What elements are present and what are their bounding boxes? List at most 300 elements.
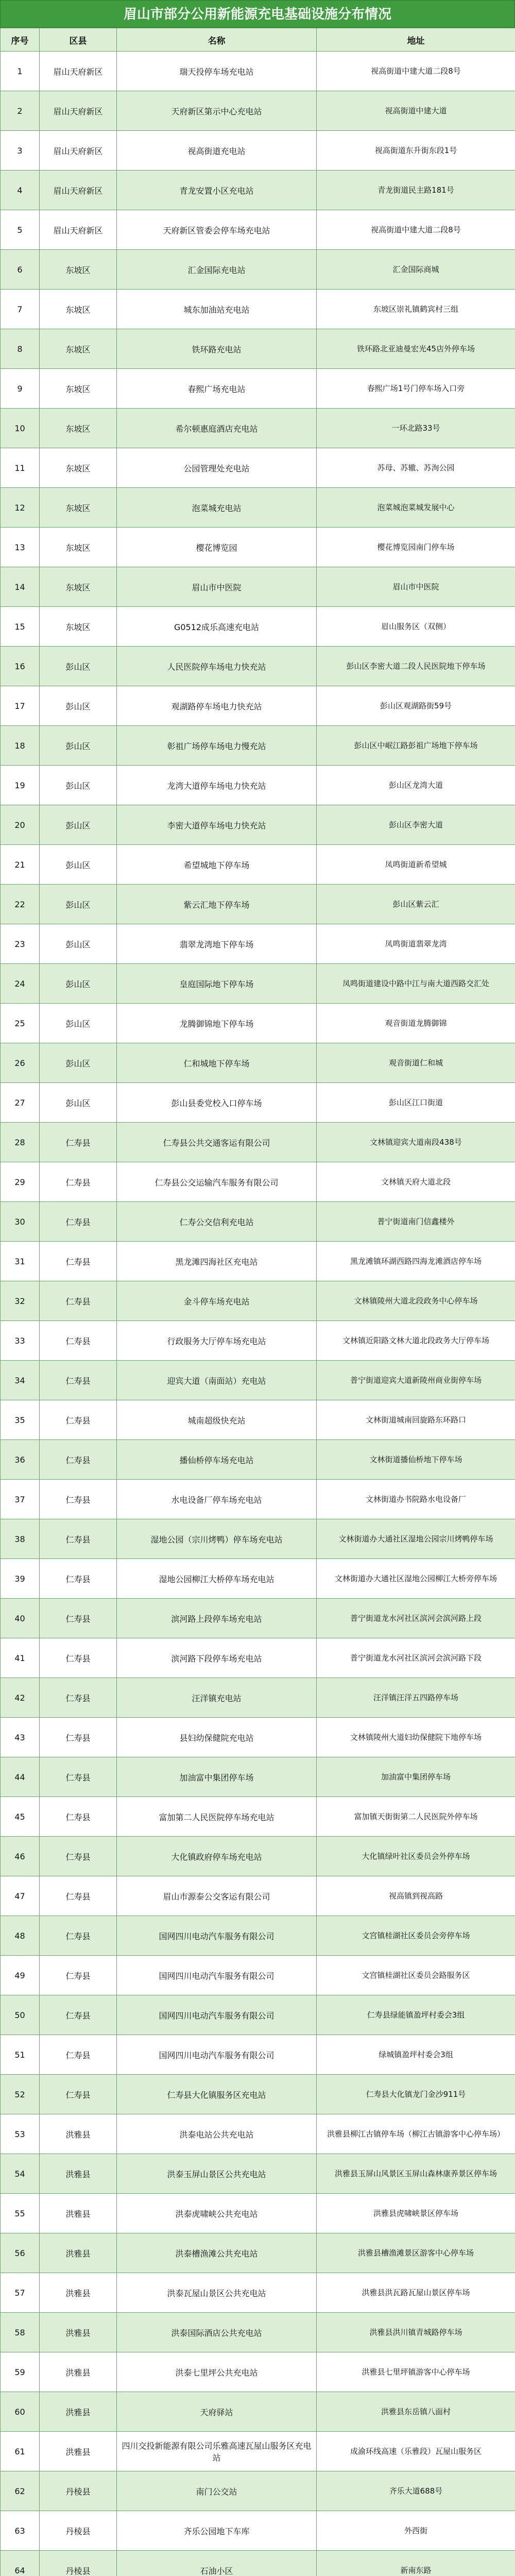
cell-no: 55 <box>1 2194 40 2233</box>
table-row <box>1 329 515 369</box>
cell-area: 东坡区 <box>40 488 117 528</box>
table-row <box>1 1876 515 1916</box>
cell-area: 彭山区 <box>40 766 117 805</box>
cell-area: 东坡区 <box>40 528 117 567</box>
cell-address: 成渝环线高速（乐雅段）瓦屋山服务区 <box>317 2432 515 2471</box>
table-row <box>1 488 515 528</box>
cell-address: 文林街道办大通社区湿地公园柳江大桥旁停车场 <box>317 1559 515 1599</box>
cell-no: 29 <box>1 1162 40 1202</box>
cell-area: 仁寿县 <box>40 1440 117 1480</box>
cell-name: 天府驿站 <box>117 2392 317 2432</box>
table-row <box>1 2233 515 2273</box>
table-row <box>1 1480 515 1519</box>
cell-address: 绿城镇盈坪村委会3组 <box>317 2035 515 2075</box>
cell-address: 汇金国际商城 <box>317 250 515 290</box>
cell-no: 43 <box>1 1718 40 1757</box>
cell-no: 25 <box>1 1004 40 1043</box>
cell-name: 国网四川电动汽车服务有限公司 <box>117 2035 317 2075</box>
cell-area: 仁寿县 <box>40 1757 117 1797</box>
cell-no: 38 <box>1 1519 40 1559</box>
cell-area: 东坡区 <box>40 369 117 409</box>
cell-name: 樱花博览园 <box>117 528 317 567</box>
cell-name: 眉山市源泰公交客运有限公司 <box>117 1876 317 1916</box>
cell-no: 35 <box>1 1400 40 1440</box>
cell-name: 洪泰瓦屋山景区公共充电站 <box>117 2273 317 2313</box>
cell-name: 城南超级快充站 <box>117 1400 317 1440</box>
cell-no: 36 <box>1 1440 40 1480</box>
cell-address: 新南东路 <box>317 2551 515 2576</box>
table-row <box>1 1242 515 1281</box>
cell-no: 31 <box>1 1242 40 1281</box>
cell-name: 洪泰电站公共充电站 <box>117 2114 317 2154</box>
table-row <box>1 647 515 686</box>
cell-area: 仁寿县 <box>40 1916 117 1956</box>
cell-address: 洪雅县柳江古镇停车场（柳江古镇游客中心停车场） <box>317 2114 515 2154</box>
table-row <box>1 1837 515 1876</box>
cell-no: 19 <box>1 766 40 805</box>
cell-name: 眉山市中医院 <box>117 567 317 607</box>
cell-no: 22 <box>1 885 40 924</box>
cell-address: 仁寿县大化镇龙门金沙911号 <box>317 2075 515 2114</box>
cell-area: 眉山天府新区 <box>40 91 117 131</box>
table-row <box>1 2313 515 2352</box>
table-row <box>1 2154 515 2194</box>
cell-no: 9 <box>1 369 40 409</box>
table-row <box>1 2392 515 2432</box>
cell-area: 东坡区 <box>40 567 117 607</box>
table-body <box>1 52 515 2576</box>
table-row <box>1 1757 515 1797</box>
table-row <box>1 686 515 726</box>
cell-address: 普宁街道龙水河社区滨河会滨河路下段 <box>317 1638 515 1678</box>
cell-name: 仁寿县公共交通客运有限公司 <box>117 1123 317 1162</box>
cell-no: 1 <box>1 52 40 91</box>
cell-address: 彭山区江口街道 <box>317 1083 515 1123</box>
cell-no: 62 <box>1 2471 40 2511</box>
cell-area: 彭山区 <box>40 845 117 885</box>
cell-no: 52 <box>1 2075 40 2114</box>
cell-no: 60 <box>1 2392 40 2432</box>
cell-address: 凤鸣街道翡翠龙湾 <box>317 924 515 964</box>
cell-no: 24 <box>1 964 40 1004</box>
cell-name: 富加第二人民医院停车场充电站 <box>117 1797 317 1837</box>
cell-no: 17 <box>1 686 40 726</box>
header-name: 名称 <box>117 28 317 52</box>
cell-no: 21 <box>1 845 40 885</box>
cell-no: 28 <box>1 1123 40 1162</box>
table-row <box>1 2432 515 2471</box>
cell-address: 彭山区李密大道 <box>317 805 515 845</box>
cell-name: 滨河路下段停车场充电站 <box>117 1638 317 1678</box>
cell-address: 普宁街道南门信鑫楼外 <box>317 1202 515 1242</box>
table-row <box>1 607 515 647</box>
cell-address: 樱花博览园南门停车场 <box>317 528 515 567</box>
cell-no: 46 <box>1 1837 40 1876</box>
cell-area: 仁寿县 <box>40 1321 117 1361</box>
table-row <box>1 1123 515 1162</box>
table-row <box>1 1202 515 1242</box>
cell-address: 普宁街道迎宾大道新陵州商业街停车场 <box>317 1361 515 1400</box>
cell-area: 彭山区 <box>40 885 117 924</box>
cell-name: 公园管理处充电站 <box>117 448 317 488</box>
cell-area: 彭山区 <box>40 686 117 726</box>
table-row <box>1 91 515 131</box>
table-row <box>1 1400 515 1440</box>
cell-address: 文林镇近阳路文林大道北段政务大厅停车场 <box>317 1321 515 1361</box>
cell-address: 大化镇绿叶社区委员会外停车场 <box>317 1837 515 1876</box>
cell-no: 13 <box>1 528 40 567</box>
table-row <box>1 2114 515 2154</box>
cell-address: 观音街道龙腾御锦 <box>317 1004 515 1043</box>
header-row <box>1 28 515 52</box>
table-row <box>1 2511 515 2551</box>
cell-address: 眉山服务区（双侧） <box>317 607 515 647</box>
cell-name: 李密大道停车场电力快充站 <box>117 805 317 845</box>
table-row <box>1 409 515 448</box>
cell-no: 37 <box>1 1480 40 1519</box>
cell-name: 齐乐公园地下车库 <box>117 2511 317 2551</box>
cell-address: 仁寿县绿能镇盈坪村委会3组 <box>317 1995 515 2035</box>
cell-name: 观湖路停车场电力快充站 <box>117 686 317 726</box>
cell-name: 皇庭国际地下停车场 <box>117 964 317 1004</box>
cell-name: 彭山县委党校入口停车场 <box>117 1083 317 1123</box>
cell-no: 8 <box>1 329 40 369</box>
cell-address: 观音街道仁和城 <box>317 1043 515 1083</box>
cell-address: 视高街道中建大道 <box>317 91 515 131</box>
table-row <box>1 845 515 885</box>
cell-name: 播仙桥停车场充电站 <box>117 1440 317 1480</box>
table-row <box>1 448 515 488</box>
cell-no: 2 <box>1 91 40 131</box>
cell-area: 仁寿县 <box>40 1242 117 1281</box>
cell-name: 湿地公园柳江大桥停车场充电站 <box>117 1559 317 1599</box>
cell-address: 文林街道城南回旋路东环路口 <box>317 1400 515 1440</box>
cell-name: 视高街道充电站 <box>117 131 317 171</box>
cell-address: 文林镇陵州大道北段政务中心停车场 <box>317 1281 515 1321</box>
cell-name: 龙腾御锦地下停车场 <box>117 1004 317 1043</box>
cell-address: 加油富中集团停车场 <box>317 1757 515 1797</box>
cell-name: 天府新区管委会停车场充电站 <box>117 210 317 250</box>
cell-address: 文林镇天府大道北段 <box>317 1162 515 1202</box>
cell-no: 56 <box>1 2233 40 2273</box>
cell-no: 61 <box>1 2432 40 2471</box>
table-row <box>1 1956 515 1995</box>
cell-address: 富加镇天街街第二人民医院外停车场 <box>317 1797 515 1837</box>
cell-area: 仁寿县 <box>40 1123 117 1162</box>
cell-area: 东坡区 <box>40 250 117 290</box>
table-row <box>1 1678 515 1718</box>
cell-name: 加油富中集团停车场 <box>117 1757 317 1797</box>
cell-no: 16 <box>1 647 40 686</box>
cell-no: 39 <box>1 1559 40 1599</box>
cell-no: 34 <box>1 1361 40 1400</box>
table-row <box>1 1361 515 1400</box>
cell-area: 仁寿县 <box>40 1519 117 1559</box>
table-row <box>1 2551 515 2576</box>
cell-no: 10 <box>1 409 40 448</box>
cell-area: 眉山天府新区 <box>40 210 117 250</box>
cell-no: 20 <box>1 805 40 845</box>
cell-no: 7 <box>1 290 40 329</box>
cell-name: 县妇幼保健院充电站 <box>117 1718 317 1757</box>
cell-address: 洪雅县洪瓦路瓦屋山景区停车场 <box>317 2273 515 2313</box>
cell-area: 洪雅县 <box>40 2313 117 2352</box>
cell-address: 凤鸣街道新希望城 <box>317 845 515 885</box>
table-row <box>1 1797 515 1837</box>
cell-name: 瑞天投停车场充电站 <box>117 52 317 91</box>
cell-area: 彭山区 <box>40 1083 117 1123</box>
cell-name: 黑龙滩四海社区充电站 <box>117 1242 317 1281</box>
page-title: 眉山市部分公用新能源充电基础设施分布情况 <box>0 0 515 28</box>
table-row <box>1 964 515 1004</box>
cell-no: 48 <box>1 1916 40 1956</box>
cell-no: 5 <box>1 210 40 250</box>
cell-name: 天府新区第示中心充电站 <box>117 91 317 131</box>
cell-address: 视高街道中建大道二段8号 <box>317 210 515 250</box>
cell-name: 国网四川电动汽车服务有限公司 <box>117 1916 317 1956</box>
cell-no: 23 <box>1 924 40 964</box>
cell-name: 洪泰国际酒店公共充电站 <box>117 2313 317 2352</box>
cell-name: 行政服务大厅停车场充电站 <box>117 1321 317 1361</box>
cell-area: 东坡区 <box>40 607 117 647</box>
cell-address: 铁环路北亚迪曼宏光45店外停车场 <box>317 329 515 369</box>
cell-name: 国网四川电动汽车服务有限公司 <box>117 1956 317 1995</box>
table-row <box>1 2194 515 2233</box>
cell-name: 四川交投新能源有限公司乐雅高速瓦屋山服务区充电站 <box>117 2432 317 2471</box>
cell-area: 丹棱县 <box>40 2511 117 2551</box>
cell-area: 洪雅县 <box>40 2273 117 2313</box>
cell-name: 紫云汇地下停车场 <box>117 885 317 924</box>
cell-name: 铁环路充电站 <box>117 329 317 369</box>
cell-no: 44 <box>1 1757 40 1797</box>
table-row <box>1 1440 515 1480</box>
table-row <box>1 924 515 964</box>
cell-area: 东坡区 <box>40 448 117 488</box>
cell-no: 49 <box>1 1956 40 1995</box>
cell-no: 33 <box>1 1321 40 1361</box>
cell-name: 春熙广场充电站 <box>117 369 317 409</box>
cell-no: 32 <box>1 1281 40 1321</box>
cell-address: 凤鸣街道建设中路中江与南大道西路交汇处 <box>317 964 515 1004</box>
cell-area: 仁寿县 <box>40 1281 117 1321</box>
cell-name: 城东加油站充电站 <box>117 290 317 329</box>
cell-name: 仁寿公交信利充电站 <box>117 1202 317 1242</box>
cell-no: 30 <box>1 1202 40 1242</box>
cell-area: 洪雅县 <box>40 2392 117 2432</box>
cell-no: 58 <box>1 2313 40 2352</box>
table-row <box>1 2471 515 2511</box>
table-row <box>1 1043 515 1083</box>
cell-name: 汪洋镇充电站 <box>117 1678 317 1718</box>
cell-address: 齐乐大道688号 <box>317 2471 515 2511</box>
cell-no: 14 <box>1 567 40 607</box>
table-header <box>1 28 515 52</box>
cell-area: 彭山区 <box>40 1004 117 1043</box>
cell-area: 仁寿县 <box>40 1400 117 1440</box>
cell-no: 51 <box>1 2035 40 2075</box>
cell-area: 洪雅县 <box>40 2233 117 2273</box>
cell-area: 仁寿县 <box>40 1638 117 1678</box>
cell-area: 仁寿县 <box>40 1202 117 1242</box>
cell-name: 希尔顿惠庭酒店充电站 <box>117 409 317 448</box>
table-row <box>1 1004 515 1043</box>
header-address: 地址 <box>317 28 515 52</box>
cell-address: 彭山区中岷江路彭祖广场地下停车场 <box>317 726 515 766</box>
charging-stations-table <box>0 28 515 2576</box>
table-row <box>1 52 515 91</box>
cell-name: 国网四川电动汽车服务有限公司 <box>117 1995 317 2035</box>
cell-address: 文林镇迎宾大道南段438号 <box>317 1123 515 1162</box>
cell-no: 15 <box>1 607 40 647</box>
cell-area: 仁寿县 <box>40 1956 117 1995</box>
cell-area: 彭山区 <box>40 1043 117 1083</box>
cell-name: 金斗停车场充电站 <box>117 1281 317 1321</box>
cell-address: 文林街道办书院路水电设备厂 <box>317 1480 515 1519</box>
cell-no: 41 <box>1 1638 40 1678</box>
table-row <box>1 1162 515 1202</box>
cell-address: 泡菜城泡菜城发展中心 <box>317 488 515 528</box>
cell-area: 彭山区 <box>40 964 117 1004</box>
table-row <box>1 290 515 329</box>
cell-address: 文宫镇桂湖社区委员会路服务区 <box>317 1956 515 1995</box>
cell-area: 洪雅县 <box>40 2432 117 2471</box>
cell-address: 彭山区李密大道二段人民医院地下停车场 <box>317 647 515 686</box>
table-row <box>1 1321 515 1361</box>
table-row <box>1 131 515 171</box>
cell-name: 洪泰玉屏山景区公共充电站 <box>117 2154 317 2194</box>
table-row <box>1 210 515 250</box>
cell-no: 47 <box>1 1876 40 1916</box>
cell-area: 眉山天府新区 <box>40 52 117 91</box>
cell-name: 石油小区 <box>117 2551 317 2576</box>
cell-address: 洪雅县虎啸峡景区停车场 <box>317 2194 515 2233</box>
cell-no: 54 <box>1 2154 40 2194</box>
cell-area: 东坡区 <box>40 329 117 369</box>
cell-no: 57 <box>1 2273 40 2313</box>
table-row <box>1 1599 515 1638</box>
cell-area: 仁寿县 <box>40 1995 117 2035</box>
cell-no: 53 <box>1 2114 40 2154</box>
cell-address: 文林镇陵州大道妇幼保健院下地停车场 <box>317 1718 515 1757</box>
cell-area: 东坡区 <box>40 409 117 448</box>
cell-address: 汪洋镇汪洋五四路停车场 <box>317 1678 515 1718</box>
cell-address: 视高镇到视高路 <box>317 1876 515 1916</box>
cell-no: 40 <box>1 1599 40 1638</box>
cell-no: 42 <box>1 1678 40 1718</box>
cell-area: 彭山区 <box>40 924 117 964</box>
cell-no: 18 <box>1 726 40 766</box>
cell-no: 11 <box>1 448 40 488</box>
table-row <box>1 1519 515 1559</box>
cell-name: 汇金国际充电站 <box>117 250 317 290</box>
cell-address: 洪雅县东岳镇八面村 <box>317 2392 515 2432</box>
cell-no: 6 <box>1 250 40 290</box>
cell-area: 仁寿县 <box>40 1559 117 1599</box>
cell-name: 龙湾大道停车场电力快充站 <box>117 766 317 805</box>
cell-name: 泡菜城充电站 <box>117 488 317 528</box>
cell-area: 仁寿县 <box>40 1162 117 1202</box>
cell-address: 春熙广场1号门停车场入口旁 <box>317 369 515 409</box>
cell-address: 洪雅县七里坪镇游客中心停车场 <box>317 2352 515 2392</box>
cell-area: 洪雅县 <box>40 2114 117 2154</box>
cell-area: 仁寿县 <box>40 2075 117 2114</box>
cell-area: 仁寿县 <box>40 1876 117 1916</box>
table-row <box>1 805 515 845</box>
cell-address: 彭山区观湖路街59号 <box>317 686 515 726</box>
cell-area: 眉山天府新区 <box>40 131 117 171</box>
table-row <box>1 1718 515 1757</box>
cell-area: 丹棱县 <box>40 2471 117 2511</box>
cell-address: 彭山区龙湾大道 <box>317 766 515 805</box>
cell-area: 仁寿县 <box>40 1837 117 1876</box>
cell-name: 水电设备厂停车场充电站 <box>117 1480 317 1519</box>
cell-address: 黑龙滩镇环湖西路四海龙滩酒店停车场 <box>317 1242 515 1281</box>
cell-name: 仁和城地下停车场 <box>117 1043 317 1083</box>
cell-name: 滨河路上段停车场充电站 <box>117 1599 317 1638</box>
table-row <box>1 1995 515 2035</box>
table-row <box>1 885 515 924</box>
cell-address: 外西街 <box>317 2511 515 2551</box>
table-row <box>1 2035 515 2075</box>
cell-name: 迎宾大道（南面站）充电站 <box>117 1361 317 1400</box>
cell-address: 普宁街道龙水河社区滨河会滨河路上段 <box>317 1599 515 1638</box>
cell-name: 洪泰虎啸峡公共充电站 <box>117 2194 317 2233</box>
cell-name: 彰祖广场停车场电力慢充站 <box>117 726 317 766</box>
table-row <box>1 250 515 290</box>
cell-name: 大化镇政府停车场充电站 <box>117 1837 317 1876</box>
cell-area: 仁寿县 <box>40 1797 117 1837</box>
cell-name: 希望城地下停车场 <box>117 845 317 885</box>
table-row <box>1 567 515 607</box>
cell-area: 彭山区 <box>40 805 117 845</box>
cell-address: 洪雅县玉屏山风景区玉屏山森林康养景区停车场 <box>317 2154 515 2194</box>
cell-name: 青龙安置小区充电站 <box>117 171 317 210</box>
cell-address: 视高街道东升街东段1号 <box>317 131 515 171</box>
cell-no: 12 <box>1 488 40 528</box>
cell-no: 63 <box>1 2511 40 2551</box>
cell-area: 东坡区 <box>40 290 117 329</box>
cell-area: 丹棱县 <box>40 2551 117 2576</box>
table-row <box>1 726 515 766</box>
cell-address: 文宫镇桂湖社区委员会旁停车场 <box>317 1916 515 1956</box>
table-row <box>1 2352 515 2392</box>
cell-name: 洪泰槽渔滩公共充电站 <box>117 2233 317 2273</box>
table-row <box>1 1083 515 1123</box>
table-row <box>1 1638 515 1678</box>
table-row <box>1 171 515 210</box>
cell-no: 59 <box>1 2352 40 2392</box>
table-row <box>1 2075 515 2114</box>
cell-area: 仁寿县 <box>40 1718 117 1757</box>
table-row <box>1 1916 515 1956</box>
cell-no: 4 <box>1 171 40 210</box>
table-row <box>1 369 515 409</box>
cell-address: 一环北路33号 <box>317 409 515 448</box>
cell-address: 彭山区紫云汇 <box>317 885 515 924</box>
cell-name: 翡翠龙湾地下停车场 <box>117 924 317 964</box>
cell-area: 仁寿县 <box>40 1599 117 1638</box>
cell-no: 64 <box>1 2551 40 2576</box>
table-row <box>1 766 515 805</box>
cell-area: 彭山区 <box>40 726 117 766</box>
cell-area: 仁寿县 <box>40 1678 117 1718</box>
cell-address: 苏母、苏辙、苏洵公园 <box>317 448 515 488</box>
cell-no: 27 <box>1 1083 40 1123</box>
cell-name: 洪泰七里坪公共充电站 <box>117 2352 317 2392</box>
cell-address: 文林街道播仙桥地下停车场 <box>317 1440 515 1480</box>
cell-name: 南门公交站 <box>117 2471 317 2511</box>
header-area: 区县 <box>40 28 117 52</box>
